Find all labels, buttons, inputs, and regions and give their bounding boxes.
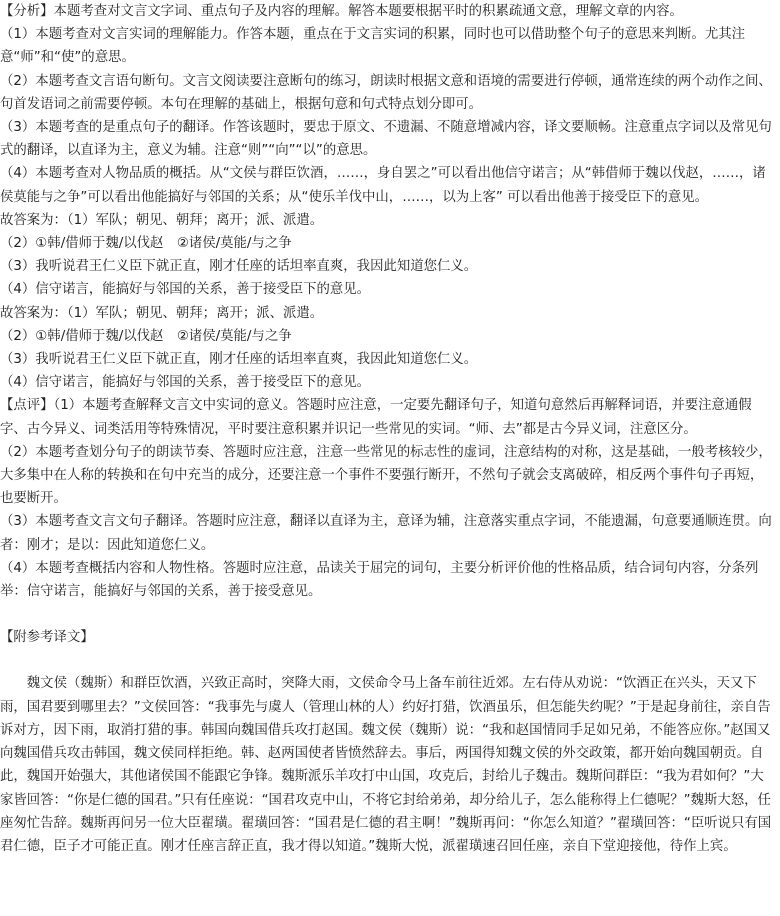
answer-line: （4）信守诺言，能搞好与邻国的关系，善于接受臣下的意见。: [0, 282, 371, 298]
translation-body: 魏文侯（魏斯）和群臣饮酒，兴致正高时，突降大雨，文侯命令马上备车前往近郊。左右侍从劝说：“饮酒正在兴头，天又下雨，国君要到哪里去？”文侯回答：“我事先与虞人（管理山林的人）约好打猎，饮酒虽乐，但怎能失约呢？”于是起身前往，亲自告诉对方，因下雨，取消打猎的事。韩国向魏国借兵攻打赵国。魏文侯（魏斯）说：“我和赵国情同手足如兄弟，不能答应你。”赵国又向魏国借兵攻击韩国，魏文侯同样拒绝。韩、赵两国使者皆愤然辞去。事后，两国得知魏文侯的外交政策，都开始向魏国朝贡。自此，魏国开始强大，其他诸侯国不能跟它争锋。魏斯派乐羊攻打中山国，攻克后，封给儿子魏击。魏斯问群臣：“我为君如何？”大家皆回答：“你是仁德的国君。”只有任座说：“国君攻克中山，不将它封给弟弟，却分给儿子，怎么能称得上仁德呢？”魏斯大怒，任座匆忙告辞。魏斯再问另一位大臣翟璜。翟璜回答：“国君是仁德的君主啊！”魏斯再问：“你怎么知道？”翟璜回答：“臣听说只有国君仁德，臣子才可能正直。刚才任座言辞正直，我才得以知道。”魏斯大悦，派翟璜速召回任座，亲自下堂迎接他，待作上宾。: [0, 676, 772, 854]
translation-section: [0, 626, 776, 858]
answer-line: （3）我听说君王仁义臣下就正直，刚才任座的话坦率直爽，我因此知道您仁义。: [0, 259, 478, 275]
answers-section-first: [0, 209, 776, 302]
section-spacer: [0, 603, 776, 626]
comments-section: [0, 394, 776, 603]
section-spacer: [0, 649, 776, 672]
analysis-item-2: （2）本题考查文言语句断句。文言文阅读要注意断句的练习，朗读时根据文意和语境的需要进行停顿，通常连续的两个动作之间、句首发语词之前需要停顿。本句在理解的基础上，根据句意和句式特点划分即可。: [0, 73, 772, 112]
analysis-item-3: （3）本题考查的是重点句子的翻译。作答该题时，要忠于原文、不遗漏、不随意增减内容，译文要顺畅。注意重点字词以及常见句式的翻译，以直译为主，意义为辅。注意“则”“向”“以”的意思。: [0, 120, 772, 159]
analysis-intro: 【分析】本题考查对文言文字词、重点句子及内容的理解。解答本题要根据平时的积累疏通文意，理解文章的内容。: [0, 4, 683, 19]
answer-line: （2）①韩/借师于魏/以伐赵 ②诸侯/莫能/与之争: [0, 328, 292, 344]
comment-item-2: （2）本题考查划分句子的朗读节奏、答题时应注意，注意一些常见的标志性的虚词，注意结构的对称，这是基础，一般考核较少，大多集中在人称的转换和在句中充当的成分，还要注意一个事件不要强行断开，不然句子就会支离破碎，相反两个事件句子再短，也要断开。: [0, 444, 772, 507]
analysis-item-1: （1）本题考查对文言实词的理解能力。作答本题，重点在于文言实词的积累，同时也可以借助整个句子的意思来判断。尤其注意“师”和“使”的意思。: [0, 27, 745, 66]
analysis-section: [0, 0, 776, 209]
answer-line: （4）信守诺言，能搞好与邻国的关系，善于接受臣下的意见。: [0, 375, 371, 391]
answer-line: （3）我听说君王仁义臣下就正直，刚才任座的话坦率直爽，我因此知道您仁义。: [0, 352, 478, 368]
comment-item-1: 【点评】（1）本题考查解释文言文中实词的意义。答题时应注意，一定要先翻译句子，知道句意然后再解释词语，并要注意通假字、古今异义、词类活用等特殊情况，平时要注意积累并识记一些常见的实词。“师、去”都是古今异义词，注意区分。: [0, 398, 752, 437]
comment-item-3: （3）本题考查文言文句子翻译。答题时应注意，翻译以直译为主，意译为辅，注意落实重点字词，不能遗漏，句意要通顺连贯。向者：刚才；是以：因此知道您仁义。: [0, 514, 772, 553]
analysis-item-4: （4）本题考查对人物品质的概括。从“文侯与群臣饮酒，……，身自罢之”可以看出他信守诺言；从“韩借师于魏以伐赵，……，诸侯莫能与之争”可以看出他能搞好与邻国的关系；从“使乐羊伐中山，……，以为上客” 可以看出他善于接受臣下的意见。: [0, 166, 766, 205]
answer-line: 故答案为：（1）军队；朝见、朝拜；离开；派、派遣。: [0, 305, 324, 321]
comment-item-4: （4）本题考查概括内容和人物性格。答题时应注意，品读关于屈完的词句，主要分析评价他的性格品质，结合词句内容，分条列举：信守诺言，能搞好与邻国的关系，善于接受意见。: [0, 560, 759, 600]
answers-section-second: [0, 302, 776, 395]
translation-heading: 【附参考译文】: [0, 630, 94, 646]
answer-line: （2）①韩/借师于魏/以伐赵 ②诸侯/莫能/与之争: [0, 236, 292, 252]
answer-line: 故答案为：（1）军队；朝见、朝拜；离开；派、派遣。: [0, 212, 324, 228]
